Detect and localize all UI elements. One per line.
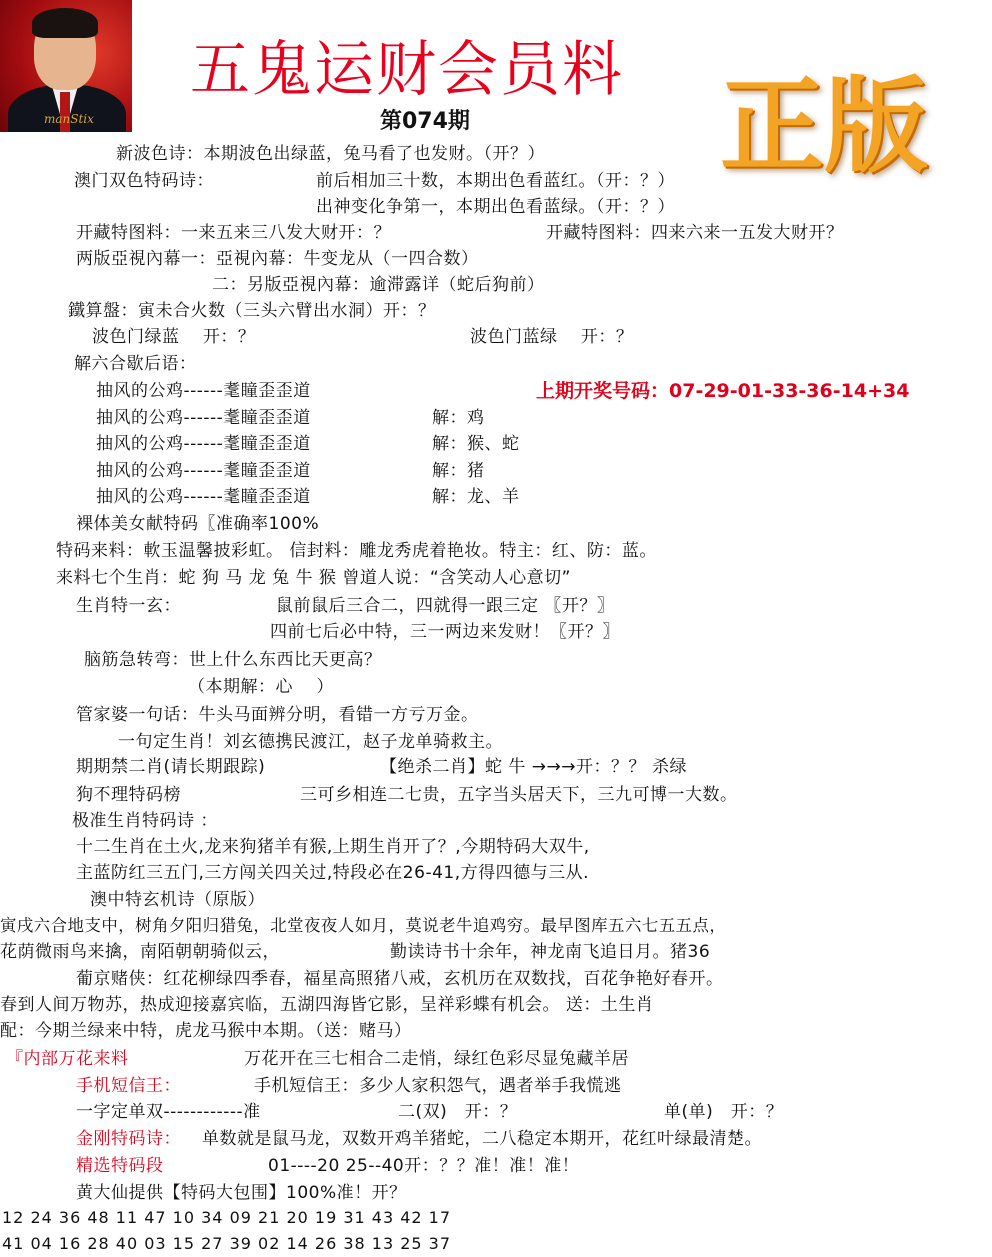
riddle-heading: 解六合歇后语： [74, 354, 197, 374]
odd-open: 单(单) 开：？ [664, 1102, 784, 1122]
goubuli-label: 狗不理特码榜 [76, 785, 181, 805]
mystic-poem-line-1: 寅戌六合地支中，树角夕阳归猎兔，北堂夜夜人如月，莫说老牛追鸡穷。最早图库五六七五五点， [0, 916, 727, 935]
atv-insider-2: 二：另版亞視內幕：逾滞露详（蛇后狗前） [212, 275, 545, 295]
zodiac-mystery-line-2: 四前七后必中特，三一两边来发财！〖开？〗 [270, 622, 620, 642]
zodiac-poem-line-1: 十二生肖在土火,龙来狗猪羊有猴,上期生肖开了？,今期特码大双牛, [76, 837, 590, 857]
zodiac-poem-line-2: 主蓝防红三五门,三方闯关四关过,特段必在26-41,方得四德与三从. [76, 863, 590, 883]
pairing-line: 配：今期兰绿来中特，虎龙马猴中本期。（送：赌马） [0, 1021, 412, 1041]
hidden-map-right: 开藏特图料：四来六来一五发大财开？ [546, 223, 844, 243]
wave-color-poem: 新波色诗：本期波色出绿蓝，兔马看了也发财。（开？） [116, 144, 545, 164]
riddle-answer: 解：猴、蛇 [432, 434, 520, 454]
atv-insider-1: 两版亞視內幕一：亞視內幕：牛变龙从（一四合数） [76, 249, 479, 269]
one-sentence-zodiac: 一句定生肖！刘玄德携民渡江，赵子龙单骑救主。 [118, 732, 503, 752]
odd-even-line: 一字定单双------------准 [76, 1102, 261, 1122]
last-draw-numbers: 上期开奖号码：07-29-01-33-36-14+34 [536, 380, 910, 402]
wong-tai-sin-line: 黄大仙提供【特码大包围】100%准！开？ [76, 1183, 407, 1203]
macau-two-color-line-1: 前后相加三十数，本期出色看蓝红。（开：？） [316, 171, 675, 191]
riddle-line: 抽风的公鸡------耄瞳歪歪道 [96, 487, 311, 507]
zodiac-mystery-label: 生肖特一玄： [76, 596, 181, 616]
mystic-poem-line-2b: 勤读诗书十余年，神龙南飞追日月。猪36 [390, 942, 711, 962]
goubuli-line: 三可乡相连二七贵，五字当头居天下，三九可博一大数。 [300, 785, 738, 805]
riddle-line: 抽风的公鸡------耄瞳歪歪道 [96, 461, 311, 481]
host-photo [0, 0, 132, 132]
zodiac-poem-heading: 极准生肖特码诗 ： [72, 811, 218, 831]
macau-two-color-label: 澳门双色特码诗： [74, 171, 214, 191]
brain-teaser: 脑筋急转弯：世上什么东西比天更高？ [84, 650, 382, 670]
selected-range-label: 精选特码段 [76, 1156, 164, 1176]
riddle-line: 抽风的公鸡------耄瞳歪歪道 [96, 434, 311, 454]
vajra-poem-label: 金刚特码诗： [76, 1129, 181, 1149]
kill-two-zodiacs: 【绝杀二肖】蛇 牛 →→→开：？？ 杀绿 [380, 757, 687, 777]
iron-abacus: 鐵算盤：寅未合火数（三头六臂出水洞）开：？ [68, 301, 436, 321]
riddle-line: 抽风的公鸡------耄瞳歪歪道 [96, 408, 311, 428]
mystic-poem-heading: 澳中特玄机诗（原版） [90, 890, 265, 910]
banned-two-zodiacs: 期期禁二肖(请长期跟踪) [76, 757, 266, 777]
number-row-2: 41 04 16 28 40 03 15 27 39 02 14 26 38 13 25 37 [2, 1234, 452, 1253]
vajra-poem-line: 单数就是鼠马龙，双数开鸡羊猪蛇，二八稳定本期开，花红叶绿最清楚。 [202, 1129, 762, 1149]
number-row-1: 12 24 36 48 11 47 10 34 09 21 20 19 31 43 42 17 [2, 1208, 452, 1227]
page-title: 五鬼运财会员料 [190, 35, 624, 105]
selected-range-line: 01----20 25--40开：？？准！准！准！ [268, 1156, 580, 1176]
macau-two-color-line-2: 出神变化争第一，本期出色看蓝绿。（开：？） [316, 197, 675, 217]
wave-green-blue: 波色门绿蓝 开：？ [92, 327, 256, 347]
insider-flowers-line: 万花开在三七相合二走悄，绿红色彩尽显兔藏羊居 [244, 1049, 629, 1069]
special-source: 特码来料：軟玉温馨披彩虹。 信封料：雕龙秀虎着艳妆。特主：红、防：蓝。 [56, 541, 657, 561]
seven-zodiacs: 来料七个生肖：蛇 狗 马 龙 兔 牛 猴 曾道人说：“含笑动人心意切” [56, 568, 571, 588]
housekeeper-line: 管家婆一句话：牛头马面辨分明，看错一方亏万金。 [76, 705, 479, 725]
brain-teaser-answer: （本期解：心 ） [188, 677, 334, 697]
spring-line: 春到人间万物苏，热成迎接嘉宾临，五湖四海皆它影，呈祥彩蝶有机会。 送：土生肖 [0, 995, 654, 1015]
even-open: 二(双) 开：？ [398, 1102, 518, 1122]
mystic-poem-line-2a: 花荫微雨鸟来擒，南陌朝朝骑似云， [0, 942, 280, 962]
photo-signature: manStix [44, 112, 94, 126]
wave-blue-green: 波色门蓝绿 开：？ [470, 327, 634, 347]
riddle-answer: 解：猪 [432, 461, 485, 481]
sms-king-label: 手机短信王： [76, 1076, 181, 1096]
accuracy-line: 裸体美女献特码〖准确率100% [76, 514, 320, 534]
riddle-line: 抽风的公鸡------耄瞳歪歪道 [96, 381, 311, 401]
riddle-answer: 解：鸡 [432, 408, 485, 428]
lisboa-gambler: 葡京赌侠：红花柳绿四季春，福星高照猪八戒，玄机历在双数找，百花争艳好春开。 [76, 969, 724, 989]
insider-flowers-label: 『内部万花来料 [6, 1049, 129, 1069]
zodiac-mystery-line-1: 鼠前鼠后三合二，四就得一跟三定 〖开？〗 [276, 596, 615, 616]
hidden-map-left: 开藏特图料：一来五来三八发大财开：？ [76, 223, 391, 243]
riddle-answer: 解：龙、羊 [432, 487, 520, 507]
genuine-stamp: 正版 [720, 64, 929, 187]
issue-number: 第074期 [380, 109, 470, 134]
sms-king-line: 手机短信王：多少人家积怨气，遇者举手我慌逃 [254, 1076, 622, 1096]
